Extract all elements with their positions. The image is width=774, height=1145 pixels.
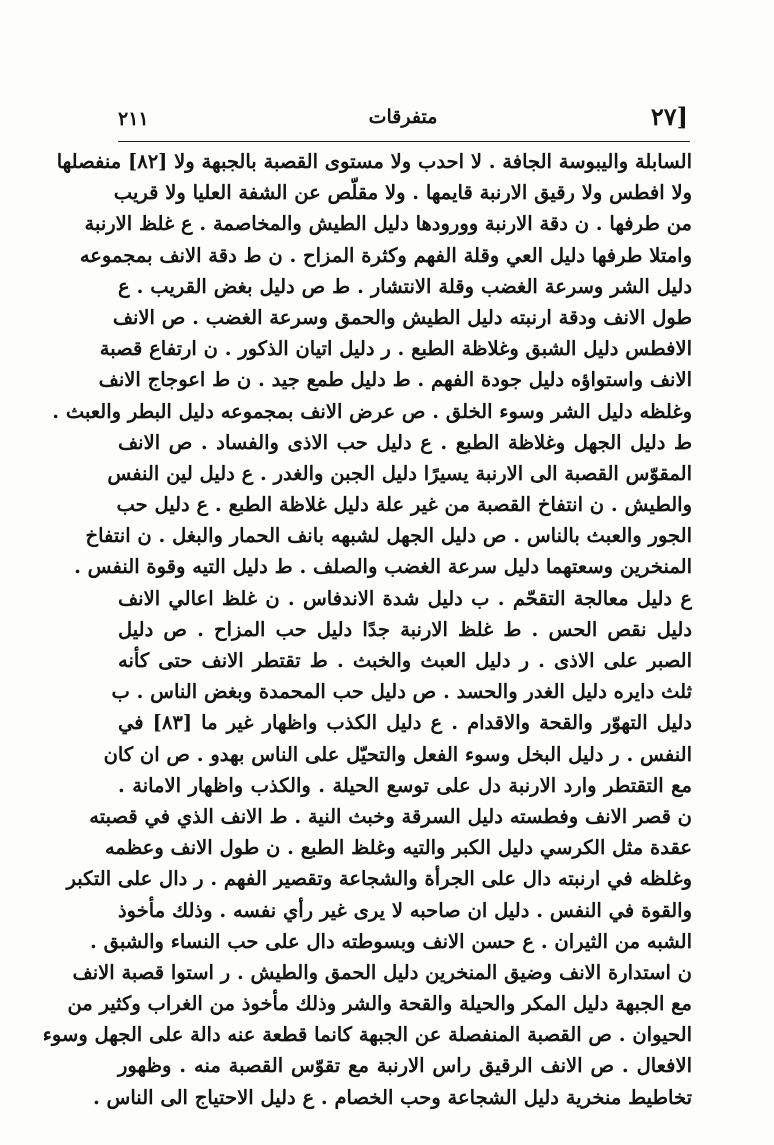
text-line: المقوّس القصبة الى الارنبة يسيرًا دليل الجبن والغدر . ع دليل لين النفس — [107, 461, 692, 485]
page-header — [118, 98, 688, 134]
running-title: متفرقات — [368, 106, 438, 128]
text-line: الافعال . ص الانف الرقيق راس الارنبة مع تقوّس القصبة منه . وظهور — [118, 1054, 692, 1078]
page-number: ٢١١ — [118, 108, 149, 130]
text-line: من طرفها . ن دقة الارنبة وورودها دليل الطيش والمخاصمة . ع غلظ الارنبة — [84, 212, 692, 236]
text-line: وامتلا طرفها دليل العي وقلة الفهم وكثرة المزاح . ن ط دقة الانف بمجموعه — [79, 243, 692, 267]
text-line: الحيوان . ص القصبة المنفصلة عن الجبهة كانما قطعة عنه دالة على الجهل وسوء — [42, 1023, 692, 1047]
text-line: السابلة واليبوسة الجافة . لا احدب ولا مستوى القصبة بالجبهة ولا [٨٢] منفصلها — [56, 150, 692, 173]
text-line: ثلث دايره دليل الغدر والحسد . ص دليل حب المحمدة وبغض الناس . ب — [111, 680, 692, 704]
text-line: عقدة مثل الكرسي دليل الكبر والتيه وغلظ الطبع . ن طول الانف وعظمه — [104, 836, 692, 860]
text-line: والطيش . ن انتفاخ القصبة من غير علة دليل غلاظة الطبع . ع دليل حب — [116, 493, 692, 517]
text-line: دليل نقص الحس . ط غلظ الارنبة جدًا دليل حب المزاح . ص دليل — [118, 617, 692, 641]
text-line: المنخرين وسعتهما دليل سرعة الغضب والصلف . ط دليل التيه وقوة النفس . — [74, 555, 692, 579]
text-line: الجور والعبث بالناس . ص دليل الجهل لشبهه بانف الحمار والبغل . ن انتفاخ — [85, 524, 692, 548]
text-line: وغلظه دليل الشر وسوء الخلق . ص عرض الانف بمجموعه دليل البطر والعبث . — [52, 399, 692, 423]
text-line: ن قصر الانف وفطسته دليل السرقة وخبث النية . ط الانف الذي في قصبته — [89, 804, 692, 828]
text-line: النفس . ر دليل البخل وسوء الفعل والتحيّل على الناس بهدو . ص ان كان — [103, 742, 692, 766]
text-line: وغلظه في ارنبته دال على الجرأة والشجاعة وتقصير الفهم . ر دال على التكبر — [66, 867, 692, 891]
text-line: الافطس دليل الشبق وغلاظة الطبع . ر دليل اتيان الذكور . ن ارتفاع قصبة — [99, 337, 692, 361]
section-number: [٢٧ — [650, 102, 688, 131]
header-rule — [118, 141, 690, 142]
text-line: مع التقتطر وارد الارنبة دل على توسع الحيلة . والكذب واظهار الامانة . — [118, 773, 692, 797]
text-line: ع دليل معالجة التقحّم . ب دليل شدة الاندفاس . ن غلظ اعالي الانف — [118, 586, 692, 610]
text-line: الصبر على الاذى . ر دليل العبث والخبث . ط تقتطر الانف حتى كأنه — [118, 649, 692, 672]
text-line: دليل التهوّر والقحة والاقدام . ع دليل الكذب واظهار غير ما [٨٣] في — [118, 711, 692, 735]
text-line: ولا افطس ولا رقيق الارنبة قايمها . ولا مقلّص عن الشفة العليا ولا قريب — [113, 181, 692, 205]
body-text — [42, 146, 692, 1113]
text-line: دليل الشر وسرعة الغضب وقلة الانتشار . ط ص دليل بغض القريب . ع — [118, 274, 692, 298]
text-line: ن استدارة الانف وضيق المنخرين دليل الحمق والطيش . ر استوا قصبة الانف — [72, 960, 692, 984]
text-line: طول الانف ودقة ارنبته دليل الطيش والحمق وسرعة الغضب . ص الانف — [112, 305, 692, 329]
text-line: الانف واستواؤه دليل جودة الفهم . ط دليل طمع جيد . ن ط اعوجاج الانف — [98, 368, 692, 392]
text-line: تخاطيط منخرية دليل الشجاعة وحب الخصام . ع دليل الاحتياج الى الناس . — [92, 1085, 692, 1109]
text-line: ط دليل الجهل وغلاظة الطبع . ع دليل حب الاذى والفساد . ص الانف — [118, 430, 692, 454]
text-line: الشبه من الثيران . ع حسن الانف وبسوطته دال على حب النساء والشبق . — [90, 929, 692, 953]
text-line: والقوة في النفس . دليل ان صاحبه لا يرى غير رأي نفسه . وذلك مأخوذ — [118, 898, 692, 922]
text-line: مع الجبهة دليل المكر والحيلة والقحة والشر وذلك مأخوذ من الغراب وكثير من — [67, 992, 692, 1016]
